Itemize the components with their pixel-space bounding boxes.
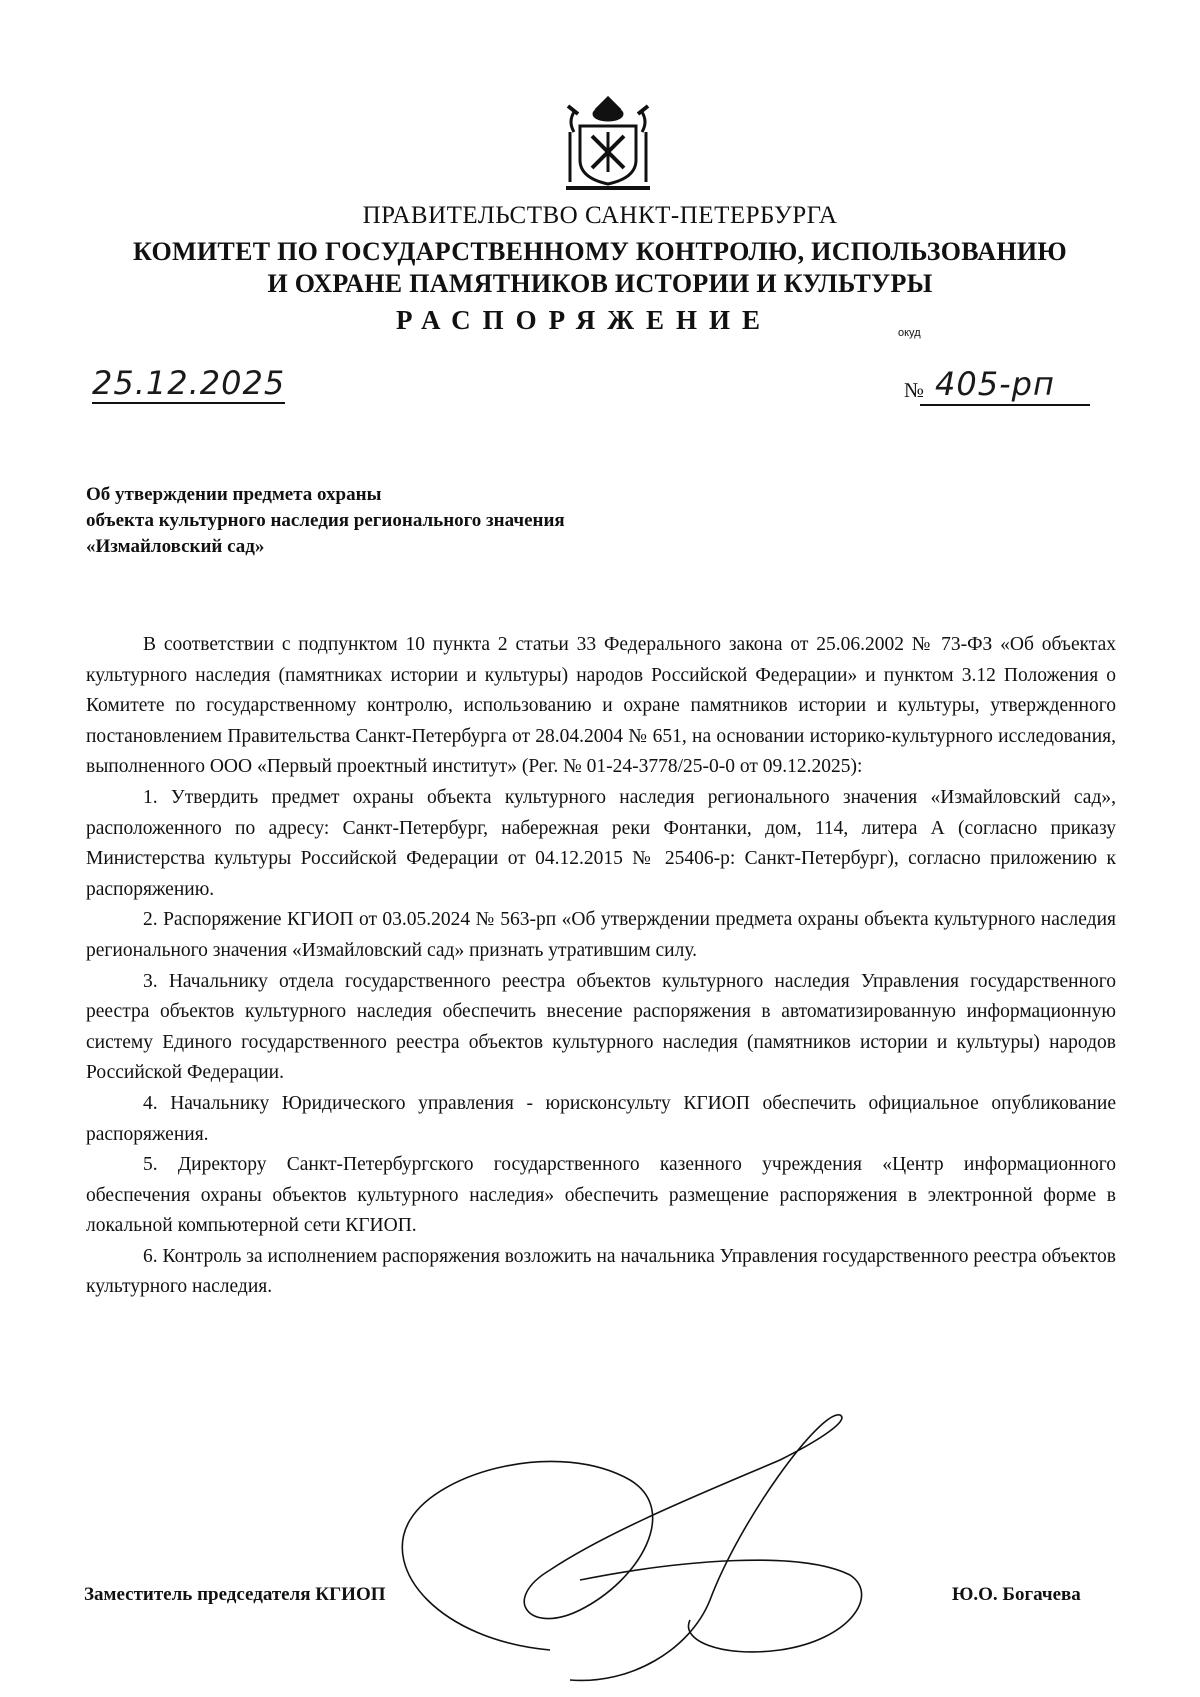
item-paragraph: 3. Начальнику отдела государственного реестра объектов культурного наследия Управления государственного реестра объектов культурного наследия обеспечить внесение распоряжения в автоматизированную информационную систему Единого государственного реестра объектов культурного наследия (памятников истории и культуры) народов Российской Федерации.: [86, 970, 1116, 1084]
committee-line-2: И ОХРАНЕ ПАМЯТНИКОВ ИСТОРИИ И КУЛЬТУРЫ: [267, 269, 933, 298]
item-paragraph: 5. Директору Санкт-Петербургского государственного казенного учреждения «Центр информационного обеспечения охраны объектов культурного наследия» обеспечить размещение распоряжения в электронной форме в локальной компьютерной сети КГИОП.: [86, 1154, 1116, 1237]
document-type-title: РАСПОРЯЖЕНИЕ: [395, 305, 773, 335]
document-date: 25.12.2025: [92, 364, 286, 402]
coat-of-arms-icon: [560, 92, 656, 194]
intro-paragraph: В соответствии с подпунктом 10 пункта 2 статьи 33 Федерального закона от 25.06.2002 № 73-ФЗ «Об объектах культурного наследия (памятниках истории и культуры) народов Российской Федерации» и пунктом 3.12 Положения о Комитете по государственному контролю, использованию и охране памятников истории и культуры, утвержденного постановлением Правительства Санкт-Петербурга от 28.04.2004 № 651, на основании историко-культурного исследования, выполненного ООО «Первый проектный институт» (Рег. № 01-24-3778/25-0-0 от 09.12.2025):: [86, 634, 1116, 778]
number-label: №: [904, 378, 925, 402]
government-name: ПРАВИТЕЛЬСТВО САНКТ-ПЕТЕРБУРГА: [362, 202, 838, 229]
item-paragraph: 2. Распоряжение КГИОП от 03.05.2024 № 563-рп «Об утверждении предмета охраны объекта культурного наследия регионального значения «Измайловский сад» признать утратившим силу.: [86, 909, 1116, 961]
item-paragraph: 1. Утвердить предмет охраны объекта культурного наследия регионального значения «Измайловский сад», расположенного по адресу: Санкт-Петербург, набережная реки Фонтанки, дом, 114, литера А (согласно приказу Министерства культуры Российской Федерации от 04.12.2015 № 25406-р: Санкт-Петербург), согласно приложению к распоряжению.: [86, 786, 1116, 900]
signatory-position: Заместитель председателя КГИОП: [84, 1584, 386, 1605]
document-subject: [86, 482, 565, 560]
document-body: [86, 630, 1116, 1303]
document-number: 405-рп: [935, 365, 1055, 403]
okud-label: окуд: [898, 327, 921, 339]
number-underline: [920, 404, 1090, 406]
subject-line-2: объекта культурного наследия регионального значения: [86, 510, 565, 531]
committee-name: [0, 236, 1200, 300]
handwritten-signature: [380, 1400, 920, 1690]
subject-line-3: «Измайловский сад»: [86, 536, 265, 557]
subject-line-1: Об утверждении предмета охраны: [86, 484, 382, 505]
committee-line-1: КОМИТЕТ ПО ГОСУДАРСТВЕННОМУ КОНТРОЛЮ, ИСПОЛЬЗОВАНИЮ: [133, 237, 1067, 266]
signatory-name: Ю.О. Богачева: [952, 1584, 1081, 1605]
item-paragraph: 6. Контроль за исполнением распоряжения возложить на начальника Управления государственного реестра объектов культурного наследия.: [86, 1245, 1116, 1298]
item-paragraph: 4. Начальнику Юридического управления - юрисконсульту КГИОП обеспечить официальное опубликование распоряжения.: [86, 1092, 1116, 1145]
